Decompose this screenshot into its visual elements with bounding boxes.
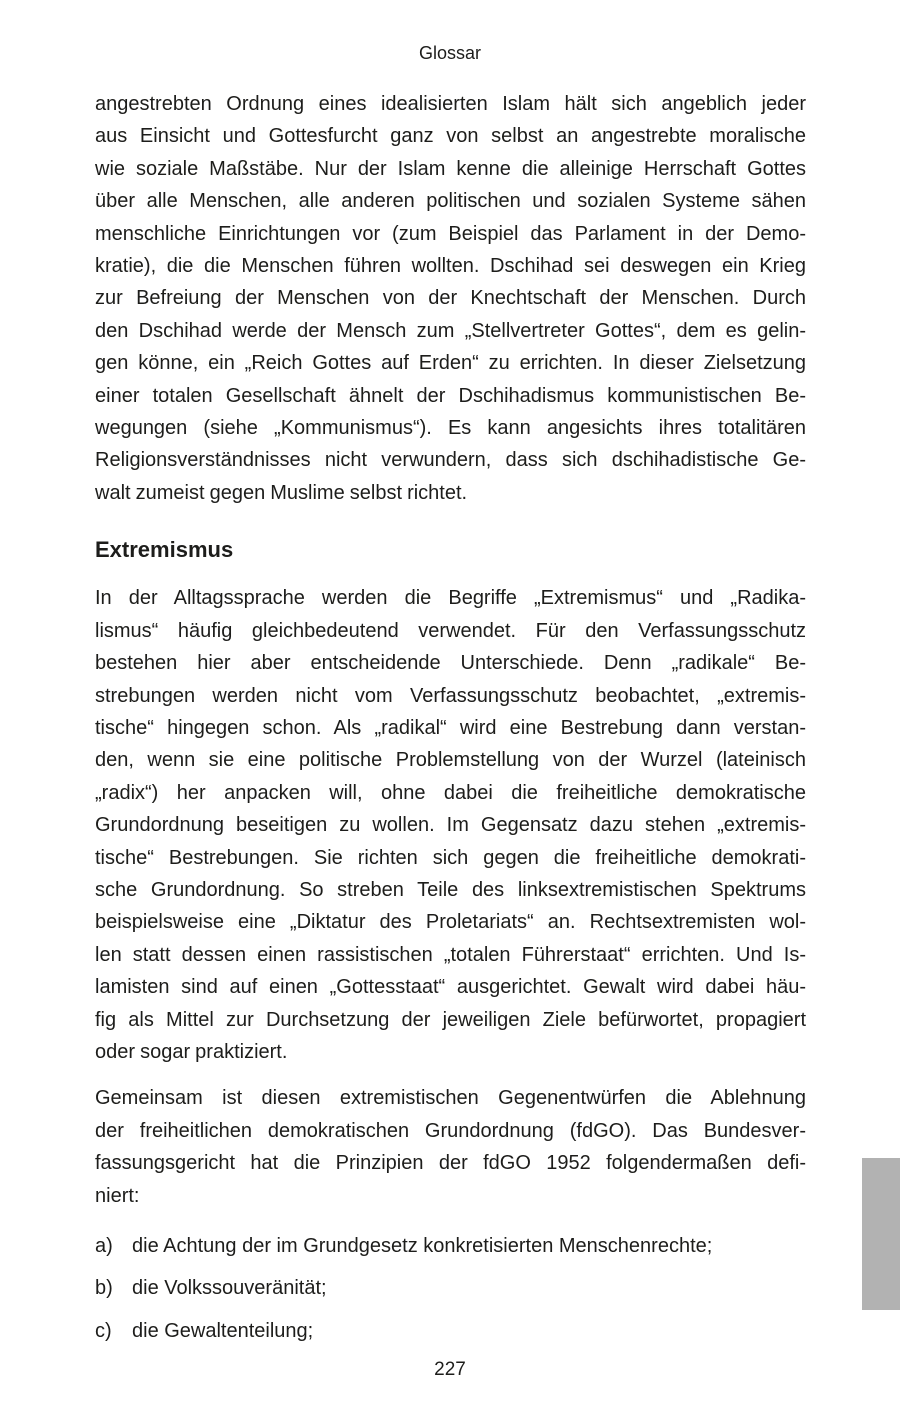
text-line: kratie), die die Menschen führen wollten. Dschihad sei deswegen ein Krieg: [95, 255, 806, 278]
text-line: beispielsweise eine „Diktatur des Proletariats“ an. Rechtsextremisten wol-: [95, 911, 806, 934]
glossary-entry-dschihadismus-continuation: [95, 88, 806, 509]
text-line: zur Befreiung der Menschen von der Knechtschaft der Menschen. Durch: [95, 287, 806, 310]
section-heading: Extremismus: [95, 537, 234, 563]
list-item-text: die Volkssouveränität;: [132, 1277, 327, 1300]
text-line: aus Einsicht und Gottesfurcht ganz von selbst an angestrebte moralische: [95, 125, 806, 148]
text-line: walt zumeist gegen Muslime selbst richtet.: [95, 481, 468, 504]
list-item-text: die Gewaltenteilung;: [132, 1319, 314, 1342]
text-line: fig als Mittel zur Durchsetzung der jeweiligen Ziele befürwortet, propagiert: [95, 1008, 806, 1031]
list-item-marker: c): [95, 1319, 112, 1342]
text-line: In der Alltagssprache werden die Begriffe „Extremismus“ und „Radika-: [95, 587, 806, 610]
glossary-entry-extremismus-definition: [95, 582, 806, 1068]
text-line: den, wenn sie eine politische Problemstellung von der Wurzel (lateinisch: [95, 749, 806, 772]
text-line: wegungen (siehe „Kommunismus“). Es kann angesichts ihres totalitären: [95, 417, 806, 440]
text-line: sche Grundordnung. So streben Teile des linksextremistischen Spektrums: [95, 878, 806, 901]
text-line: menschliche Einrichtungen vor (zum Beispiel das Parlament in der Demo-: [95, 222, 806, 245]
text-line: der freiheitlichen demokratischen Grundordnung (fdGO). Das Bundesver-: [95, 1119, 806, 1142]
list-item: [95, 1230, 806, 1262]
text-line: fassungsgericht hat die Prinzipien der fdGO 1952 folgendermaßen defi-: [95, 1152, 806, 1175]
text-line: strebungen werden nicht vom Verfassungsschutz beobachtet, „extremis-: [95, 684, 806, 707]
text-line: bestehen hier aber entscheidende Unterschiede. Denn „radikale“ Be-: [95, 652, 806, 675]
glossary-entry-fdgo-intro: [95, 1082, 806, 1212]
list-item-marker: a): [95, 1235, 113, 1257]
list-item-text: die Achtung der im Grundgesetz konkretisierten Menschenrechte;: [132, 1235, 713, 1257]
text-line: den Dschihad werde der Mensch zum „Stellvertreter Gottes“, dem es gelin-: [95, 319, 806, 342]
page-number: 227: [434, 1359, 466, 1380]
chapter-thumb-tab: [862, 1158, 900, 1310]
text-line: tische“ Bestrebungen. Sie richten sich gegen die freiheitliche demokrati-: [95, 846, 806, 869]
list-item: [95, 1272, 806, 1304]
text-line: tische“ hingegen schon. Als „radikal“ wird eine Bestrebung dann verstan-: [95, 716, 806, 739]
text-line: gen könne, ein „Reich Gottes auf Erden“ zu errichten. In dieser Zielsetzung: [95, 352, 806, 375]
text-line: lamisten sind auf einen „Gottesstaat“ ausgerichtet. Gewalt wird dabei häu-: [95, 976, 806, 999]
text-line: lismus“ häufig gleichbedeutend verwendet. Für den Verfassungsschutz: [95, 619, 806, 642]
text-line: „radix“) her anpacken will, ohne dabei die freiheitliche demokratische: [95, 781, 806, 804]
text-line: Grundordnung beseitigen zu wollen. Im Gegensatz dazu stehen „extremis-: [95, 814, 806, 837]
text-line: oder sogar praktiziert.: [95, 1040, 288, 1063]
list-item: [95, 1315, 806, 1347]
text-line: einer totalen Gesellschaft ähnelt der Dschihadismus kommunistischen Be-: [95, 384, 806, 407]
fdgo-principles-list: [95, 1230, 806, 1347]
text-line: wie soziale Maßstäbe. Nur der Islam kenne die alleinige Herrschaft Gottes: [95, 157, 806, 180]
text-line: Gemeinsam ist diesen extremistischen Gegenentwürfen die Ablehnung: [95, 1087, 806, 1110]
list-item-marker: b): [95, 1277, 113, 1300]
text-line: angestrebten Ordnung eines idealisierten Islam hält sich angeblich jeder: [95, 93, 806, 115]
text-line: Religionsverständnisses nicht verwundern, dass sich dschihadistische Ge-: [95, 449, 806, 472]
text-line: niert:: [95, 1184, 140, 1207]
text-line: len statt dessen einen rassistischen „totalen Führerstaat“ errichten. Und Is-: [95, 943, 806, 966]
running-head: Glossar: [418, 43, 481, 63]
text-column: [95, 88, 806, 1357]
text-line: über alle Menschen, alle anderen politischen und sozialen Systeme sähen: [95, 190, 806, 213]
